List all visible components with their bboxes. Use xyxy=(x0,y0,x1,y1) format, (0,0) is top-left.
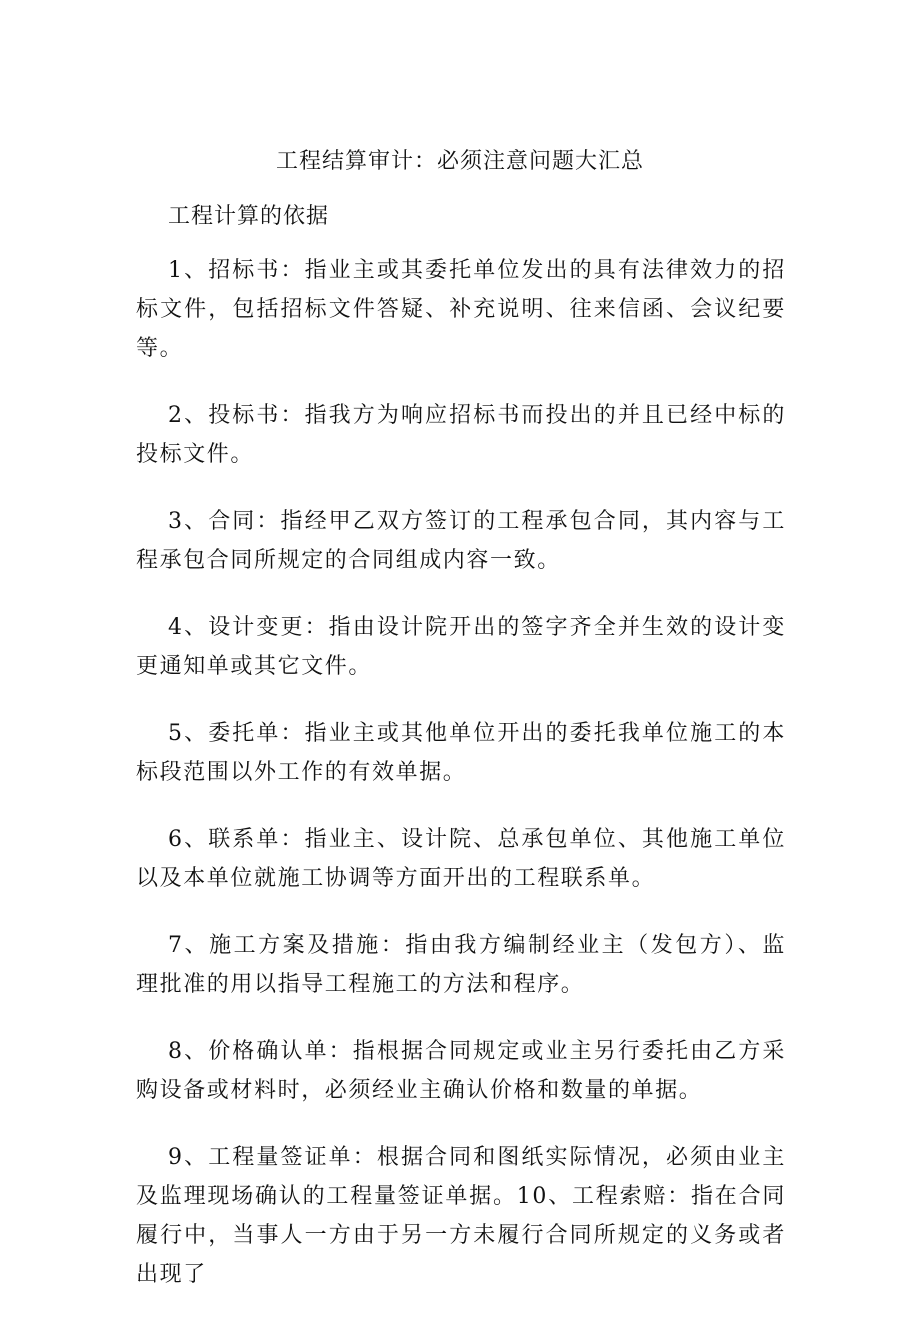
paragraph-commission-order: 5、委托单：指业主或其他单位开出的委托我单位施工的本标段范围以外工作的有效单据。 xyxy=(136,721,786,785)
paragraph-design-change: 4、设计变更：指由设计院开出的签字齐全并生效的设计变更通知单或其它文件。 xyxy=(136,615,786,679)
paragraph-bid-document: 2、投标书：指我方为响应招标书而投出的并且已经中标的投标文件。 xyxy=(136,403,786,467)
document-title: 工程结算审计：必须注意问题大汇总 xyxy=(275,149,644,174)
section-heading: 工程计算的依据 xyxy=(168,204,330,229)
document-body xyxy=(136,251,786,1322)
paragraph-construction-plan: 7、施工方案及措施：指由我方编制经业主（发包方）、监理批准的用以指导工程施工的方法和程序。 xyxy=(136,933,786,997)
paragraph-quantity-visa: 9、工程量签证单：根据合同和图纸实际情况，必须由业主及监理现场确认的工程量签证单据。10、工程索赔：指在合同履行中，当事人一方由于另一方未履行合同所规定的义务或者出现了 xyxy=(136,1145,786,1287)
paragraph-contract: 3、合同：指经甲乙双方签订的工程承包合同，其内容与工程承包合同所规定的合同组成内容一致。 xyxy=(136,509,786,573)
paragraph-price-confirmation: 8、价格确认单：指根据合同规定或业主另行委托由乙方采购设备或材料时，必须经业主确认价格和数量的单据。 xyxy=(136,1039,786,1103)
paragraph-contact-sheet: 6、联系单：指业主、设计院、总承包单位、其他施工单位以及本单位就施工协调等方面开出的工程联系单。 xyxy=(136,827,786,891)
paragraph-tender-document: 1、招标书：指业主或其委托单位发出的具有法律效力的招标文件，包括招标文件答疑、补充说明、往来信函、会议纪要等。 xyxy=(136,258,786,361)
